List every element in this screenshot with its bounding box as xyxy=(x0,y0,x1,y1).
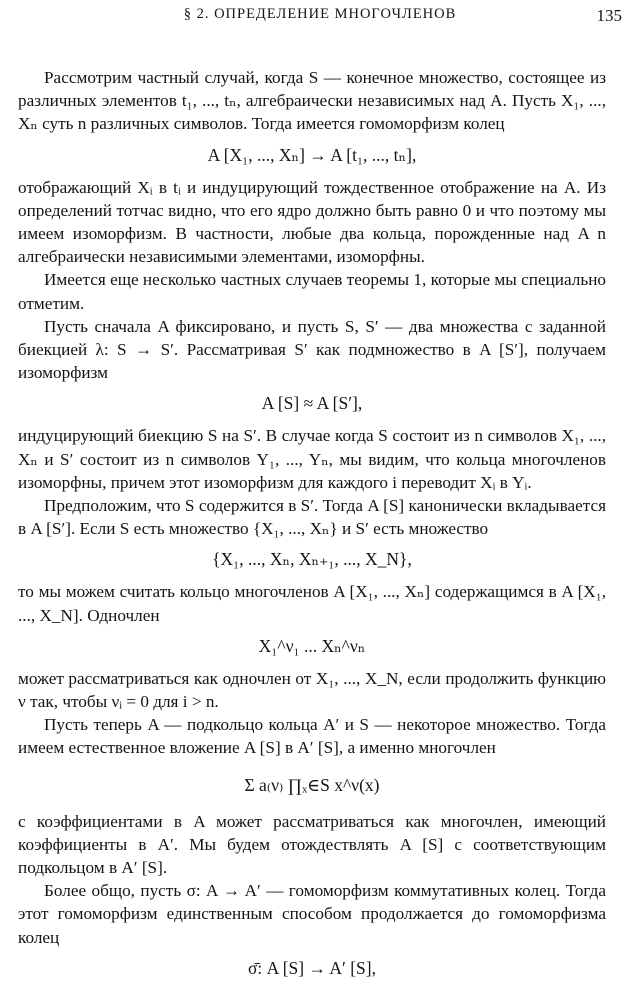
paragraph-7: то мы можем считать кольцо многочленов A [X₁, ..., Xₙ] содержащимся в A [X₁, ..., X_N]. Одночлен xyxy=(18,582,606,625)
paragraph-5: индуцирующий биекцию S на S′. В случае когда S состоит из n символов X₁, ..., Xₙ и S′ состоит из n символов Y₁, ..., Yₙ, мы видим, что кольца многочленов изоморфны, причем этот изоморфизм для каждого i переводит Xᵢ в Yᵢ. xyxy=(18,426,606,492)
paragraph-3: Имеется еще несколько частных случаев теоремы 1, которые мы специально отметим. xyxy=(18,270,606,313)
page-header xyxy=(18,6,622,30)
paragraph-8: может рассматриваться как одночлен от X₁, ..., X_N, если продолжить функцию ν так, чтобы νᵢ = 0 для i > n. xyxy=(18,668,606,712)
page-body xyxy=(18,66,606,989)
running-title: § 2. ОПРЕДЕЛЕНИЕ МНОГОЧЛЕНОВ xyxy=(183,6,457,22)
paragraph-6: Предположим, что S содержится в S′. Тогда A [S] канонически вкладывается в A [S′]. Если S есть множество {X₁, ..., Xₙ} и S′ есть множество xyxy=(18,496,606,539)
paragraph-10: с коэффициентами в A может рассматриваться как многочлен, имеющий коэффициенты в A′. Мы будем отождествлять A [S] с соответствующим подкольцом в A′ [S]. xyxy=(18,811,606,878)
formula-2: A [S] ≈ A [S′], xyxy=(261,393,363,414)
paragraph-2: отображающий Xᵢ в tᵢ и индуцирующий тождественное отображение на A. Из определений тотчас видно, что его ядро должно быть равно 0 и что поэтому мы имеем изоморфизм. В частности, любые два кольца, порожденные над A n алгебраически независимыми элементами, изоморфны. xyxy=(18,177,606,267)
formula-5: Σ a₍ν₎ ∏ₓ∈S x^ν(x) xyxy=(244,774,380,795)
paragraph-9: Пусть теперь A — подкольцо кольца A′ и S — некоторое множество. Тогда имеем естественное вложение A [S] в A′ [S], а именно многочлен xyxy=(18,715,606,758)
formula-1: A [X₁, ..., Xₙ] → A [t₁, ..., tₙ], xyxy=(207,144,417,165)
paragraph-1: Рассмотрим частный случай, когда S — конечное множество, состоящее из различных элементов t₁, ..., tₙ, алгебраически независимых над A. Пусть X₁, ..., Xₙ суть n различных символов. Тогда имеется гомоморфизм колец xyxy=(18,68,606,134)
formula-6: σ̄: A [S] → A′ [S], xyxy=(248,957,376,978)
page-number: 135 xyxy=(596,6,622,25)
formula-3: {X₁, ..., Xₙ, Xₙ₊₁, ..., X_N}, xyxy=(212,549,412,570)
paragraph-4: Пусть сначала A фиксировано, и пусть S, S′ — два множества с заданной биекцией λ: S → S′. Рассматривая S′ как подмножество в A [S′], получаем изоморфизм xyxy=(18,316,606,383)
formula-4: X₁^ν₁ ... Xₙ^νₙ xyxy=(258,635,366,656)
paragraph-11: Более общо, пусть σ: A → A′ — гомоморфизм коммутативных колец. Тогда этот гомоморфизм единственным способом продолжается до гомоморфизма колец xyxy=(18,881,606,947)
